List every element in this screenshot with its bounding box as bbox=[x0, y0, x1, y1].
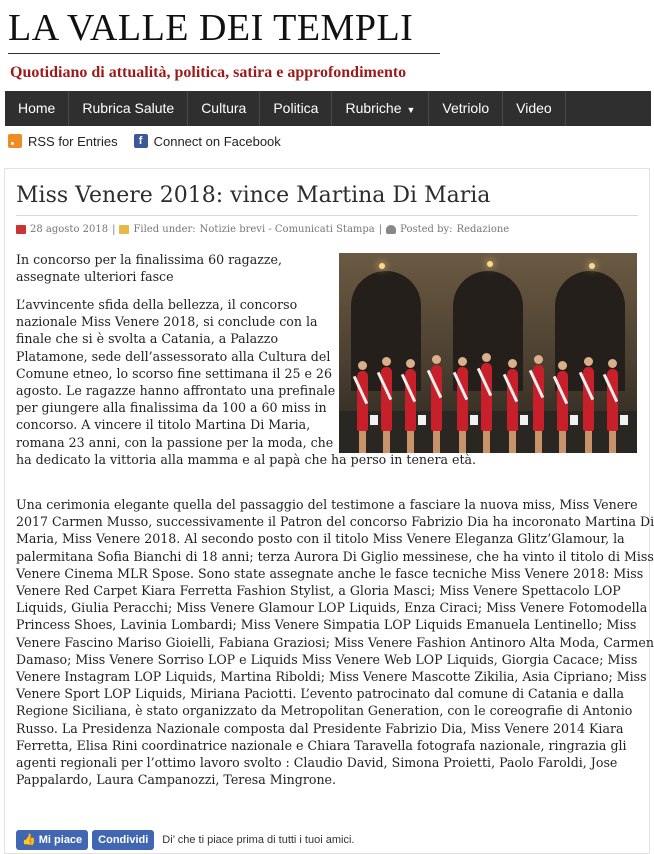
facebook-icon: f bbox=[134, 134, 148, 148]
body-paragraph-1: L’avvincente sfida della bellezza, il concorso nazionale Miss Venere 2018, si conclude con la finale che si è svolta a Catania, a Palazzo Platamone, sede dell’assessorato alla Cultura del Comune etneo, lo scorso fine settimana il 25 e 26 agosto. Le ragazze hanno affrontato una prefinale per giungere alla finalissima da 100 a 60 miss in concorso. A vincere il titolo Martina Di Maria, romana 23 anni, con la passione per la moda, che ha dedicato la vittoria alla mamma e al papà che ha perso in tenera età. bbox=[16, 297, 477, 467]
post-meta bbox=[16, 224, 509, 235]
meta-separator: | bbox=[378, 224, 383, 235]
nav-item-home[interactable]: Home bbox=[5, 91, 69, 126]
filed-under-label: Filed under: bbox=[133, 224, 196, 235]
nav-item-rubriche[interactable] bbox=[332, 91, 429, 126]
title-divider bbox=[8, 53, 440, 54]
site-tagline: Quotidiano di attualità, politica, satira e approfondimento bbox=[10, 64, 407, 81]
body-paragraph-2: Una cerimonia elegante quella del passaggio del testimone a fasciare la nuova miss, Miss Venere 2017 Carmen Musso, successivamente il Patron del concorso Fabrizio Dia ha incoronato Martina Di Maria, Miss Venere 2018. Al secondo posto con il titolo Miss Venere Eleganza Glitz’Glamour, la palermitana Sofia Bianchi di 18 anni; terza Aurora Di Giglio messinese, che ha vinto il titolo di Miss Venere Cinema MLR Spose. Sono state assegnate anche le fasce tecniche Miss Venere 2018: Miss Venere Red Carpet Kiara Ferretta Fashion Stylist, a Gloria Masci; Miss Venere Spettacolo LOP Liquids, Giulia Peracchi; Miss Venere Glamour LOP Liquids, Enza Ciraci; Miss Venere Fotomodella Princess Shoes, Lavinia Lombardi; Miss Venere Simpatia LOP Liquids Emanuela Lentinello; Miss Venere Fascino Mariso Gioielli, Fabiana Graziosi; Miss Venere Fashion Antinoro Alta Moda, Carmen Damaso; Miss Venere Sorriso LOP e Liquids Miss Venere Web LOP Liquids, Giorgia Cacace; Miss Venere Instagram LOP Liquids, Martina Riboldi; Miss Venere Mascotte Zikilia, Asia Cipriano; Miss Venere Sport LOP Liquids, Miriana Paciotti. L’evento patrocinato dal comune di Catania e dalla Regione Siciliana, è stato organizzato da Metropolitan Generation, con le coreografie di Antonio Russo. La Presidenza Nazionale composta dal Presidente Fabrizio Dia, Miss Venere 2014 Kiara Ferretta, Elisa Rini coordinatrice nazionale e Chiara Taravella fotografa nazionale, ringrazia gli agenti regionali per l’ottimo lavoro svolto : Claudio David, Simona Proietti, Paolo Faroldi, Jose Pappalardo, Laura Campanozzi, Teresa Mingrone. bbox=[16, 497, 654, 788]
subscribe-bar bbox=[8, 131, 297, 151]
nav-item-rubrica-salute[interactable]: Rubrica Salute bbox=[69, 91, 188, 126]
facebook-like-prompt: Di’ che ti piace prima di tutti i tuoi amici. bbox=[162, 834, 355, 846]
calendar-icon bbox=[16, 225, 26, 234]
thumbs-up-icon: 👍 bbox=[22, 834, 39, 846]
main-navbar bbox=[5, 91, 651, 126]
nav-item-rubriche-label: Rubriche bbox=[345, 100, 402, 116]
lamp-light bbox=[379, 263, 385, 269]
lamp-light bbox=[589, 263, 595, 269]
rss-icon bbox=[8, 134, 22, 148]
post-date: 28 agosto 2018 bbox=[30, 224, 109, 235]
masthead bbox=[8, 6, 440, 81]
rss-label: RSS for Entries bbox=[28, 133, 118, 149]
folder-icon bbox=[119, 225, 129, 234]
facebook-like-bar bbox=[16, 830, 354, 850]
site-title[interactable]: LA VALLE DEI TEMPLI bbox=[8, 7, 414, 49]
nav-item-video[interactable]: Video bbox=[503, 91, 566, 126]
nav-item-politica[interactable]: Politica bbox=[260, 91, 332, 126]
meta-separator: | bbox=[112, 224, 116, 235]
facebook-share-button[interactable]: Condividi bbox=[92, 830, 154, 850]
intro-paragraph: In concorso per la finalissima 60 ragazze, assegnate ulteriori fasce bbox=[16, 252, 282, 285]
facebook-like-button[interactable] bbox=[16, 830, 88, 850]
facebook-connect-label: Connect on Facebook bbox=[153, 133, 281, 149]
caret-down-icon: ▼ bbox=[406, 105, 416, 115]
nav-item-vetriolo[interactable]: Vetriolo bbox=[429, 91, 503, 126]
nav-item-cultura[interactable]: Cultura bbox=[188, 91, 260, 126]
rss-link[interactable] bbox=[8, 134, 118, 149]
user-icon bbox=[386, 225, 396, 234]
post-title[interactable]: Miss Venere 2018: vince Martina Di Maria bbox=[16, 183, 491, 208]
posted-by-label: Posted by: bbox=[400, 224, 453, 235]
like-label: Mi piace bbox=[38, 834, 83, 846]
facebook-connect-link[interactable] bbox=[134, 134, 281, 149]
lamp-light bbox=[487, 261, 493, 267]
title-underline bbox=[16, 215, 638, 216]
post-categories[interactable]: Notizie brevi - Comunicati Stampa bbox=[199, 224, 375, 235]
post-author[interactable]: Redazione bbox=[456, 224, 510, 235]
